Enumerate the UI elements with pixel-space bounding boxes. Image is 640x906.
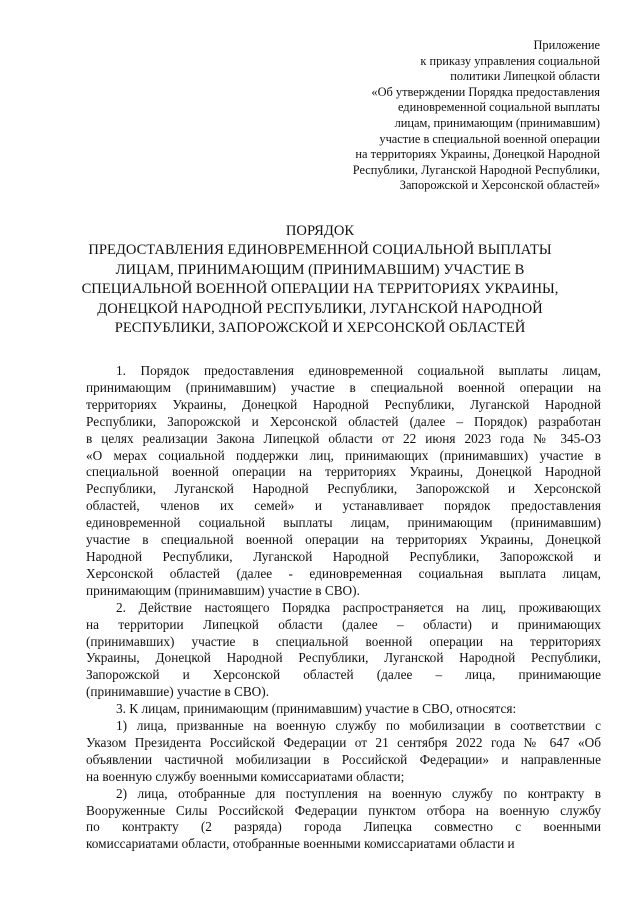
paragraph-3	[86, 701, 601, 718]
appendix-line: к приказу управления социальной	[420, 53, 600, 68]
paragraph-2	[86, 600, 601, 701]
paragraph-line: 2. Действие настоящего Порядка распространяется на лиц, проживающих	[116, 599, 601, 615]
paragraph-line: (принимавших) участие в специальной военной операции на территориях	[86, 633, 601, 649]
appendix-line: Запорожской и Херсонской областей»	[399, 178, 600, 193]
document-body	[86, 363, 601, 853]
paragraph-line: 3. К лицам, принимающим (принимавшим) участие в СВО, относятся:	[116, 701, 517, 717]
paragraph-line: принимающим (принимавшим) участие в специальной военной операции на	[86, 379, 601, 395]
title-line: РЕСПУБЛИКИ, ЗАПОРОЖСКОЙ И ХЕРСОНСКОЙ ОБЛАСТЕЙ	[114, 320, 526, 337]
paragraph-line: 2) лица, отобранные для поступления на военную службу по контракту в	[116, 785, 601, 801]
document-title	[70, 222, 570, 338]
paragraph-line: Запорожской и Херсонской областей (далее – лица, принимающие	[86, 667, 601, 683]
paragraph-line: комиссариатами области, отобранные военными комиссариатами области и	[86, 836, 515, 852]
paragraph-line: 1. Порядок предоставления единовременной социальной выплаты лицам,	[116, 363, 601, 378]
appendix-line: единовременной социальной выплаты	[397, 100, 600, 115]
paragraph-line: территориях Украины, Донецкой Народной Республики, Луганской Народной	[86, 396, 601, 412]
paragraph-line: единовременной социальной выплаты лицам, принимающим (принимавшим)	[86, 515, 601, 531]
paragraph-line: специальной военной операции на территориях Украины, Донецкой Народной	[86, 464, 601, 480]
appendix-line: участие в специальной военной операции	[379, 131, 600, 146]
appendix-line: политики Липецкой области	[450, 69, 600, 84]
title-line: ЛИЦАМ, ПРИНИМАЮЩИМ (ПРИНИМАВШИМ) УЧАСТИЕ В	[115, 261, 525, 278]
paragraph-line: 1) лица, призванные на военную службу по мобилизации в соответствии с	[116, 718, 601, 734]
paragraph-line: Херсонской областей (далее - единовременная социальная выплата лицам,	[86, 565, 601, 581]
paragraph-line: Украины, Донецкой Народной Республики, Луганской Народной Республики,	[86, 650, 601, 666]
paragraph-line: (принимавшие) участие в СВО).	[86, 684, 270, 700]
paragraph-line: Республики, Луганской Народной Республики, Запорожской и Херсонской	[86, 481, 601, 497]
appendix-line: на территориях Украины, Донецкой Народной	[355, 147, 600, 162]
paragraph-line: «О мерах социальной поддержки лиц, принимающих (принимавших) участие в	[86, 447, 601, 463]
paragraph-line: Народной Республики, Луганской Народной Республики, Запорожской и	[86, 548, 601, 564]
paragraph-4	[86, 718, 601, 786]
paragraph-5	[86, 786, 601, 854]
paragraph-line: Республики, Запорожской и Херсонской областей (далее – Порядок) разработан	[86, 413, 601, 429]
paragraph-line: объявлении частичной мобилизации в Российской Федерации» и направленные	[86, 751, 601, 767]
appendix-line: «Об утверждении Порядка предоставления	[371, 84, 600, 99]
paragraph-line: в целях реализации Закона Липецкой области от 22 июня 2023 года № 345-ОЗ	[86, 430, 601, 446]
paragraph-line: по контракту (2 разряда) города Липецка совместно с военными	[86, 819, 601, 835]
paragraph-1	[86, 363, 601, 600]
title-line: ДОНЕЦКОЙ НАРОДНОЙ РЕСПУБЛИКИ, ЛУГАНСКОЙ НАРОДНОЙ	[97, 300, 543, 317]
paragraph-line: областей, членов их семей» и устанавливает порядок предоставления	[86, 498, 601, 514]
paragraph-line: на территории Липецкой области (далее – области) и принимающих	[86, 616, 601, 632]
paragraph-line: на военную службу военными комиссариатами области;	[86, 768, 405, 784]
title-line: СПЕЦИАЛЬНОЙ ВОЕННОЙ ОПЕРАЦИИ НА ТЕРРИТОРИЯХ УКРАИНЫ,	[81, 281, 559, 298]
appendix-line: Приложение	[533, 38, 600, 52]
paragraph-line: принимающим (принимавшим) участие в СВО).	[86, 582, 360, 598]
paragraph-line: участие в специальной военной операции на территориях Украины, Донецкой	[86, 532, 601, 548]
appendix-header	[300, 38, 600, 194]
title-line: ПРЕДОСТАВЛЕНИЯ ЕДИНОВРЕМЕННОЙ СОЦИАЛЬНОЙ ВЫПЛАТЫ	[88, 242, 552, 259]
appendix-line: лицам, принимающим (принимавшим)	[394, 115, 600, 130]
paragraph-line: Вооруженные Силы Российской Федерации пунктом отбора на военную службу	[86, 802, 601, 818]
appendix-line: Республики, Луганской Народной Республики,	[352, 162, 600, 177]
paragraph-line: Указом Президента Российской Федерации от 21 сентября 2022 года № 647 «Об	[86, 734, 601, 750]
title-line: ПОРЯДОК	[285, 223, 355, 239]
